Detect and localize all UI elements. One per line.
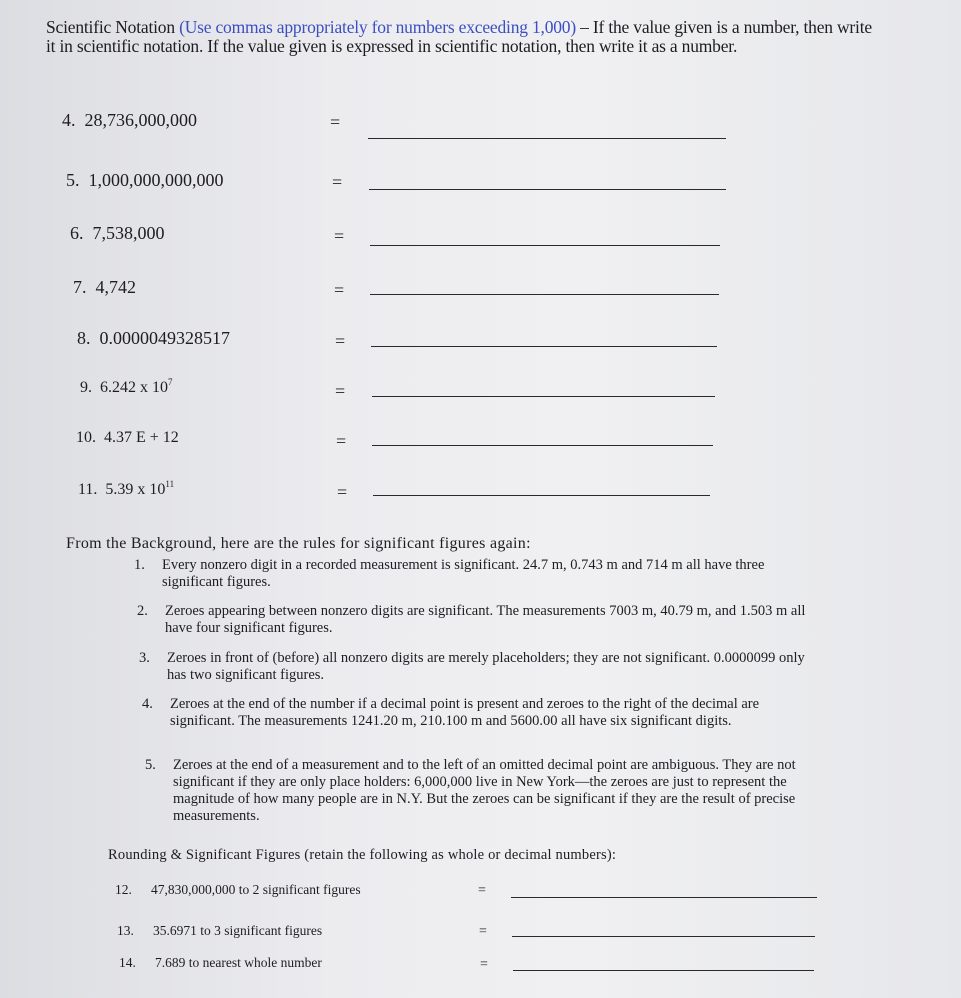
equals-sign: = [337,482,348,502]
rule-text: Zeroes at the end of a measurement and to the left of an omitted decimal point are ambiguous. They are not significant if they are only place holders: 6,000,000 live in New York—the zeroes are just to represent the magnitude of how many people are in N.Y. But the zeroes can be significant if they are the result of precise measurements. [173,757,796,824]
question-number: 7. [73,277,87,297]
rounding-title: Rounding & Significant Figures (retain the following as whole or decimal numbers): [108,847,617,863]
equals-sign: = [335,381,346,401]
equals-sign: = [334,280,345,300]
rule-2 [137,603,825,637]
rounding-question-14 [119,955,322,971]
background-title: From the Background, here are the rules for significant figures again: [66,535,531,552]
rounding-question-13 [117,923,322,939]
question-11 [78,479,174,499]
equals-sign: = [480,957,488,972]
equals-sign: = [336,431,347,451]
question-value: 4.37 E + 12 [104,429,179,446]
equals-sign: = [479,924,487,939]
question-exponent: 7 [168,377,173,387]
equals-sign: = [330,112,341,132]
question-exponent: 11 [165,479,175,489]
rule-5 [145,757,813,825]
rule-number: 2. [137,603,148,619]
question-8 [77,328,230,349]
rule-1 [134,557,822,591]
rounding-text: 7.689 to nearest whole number [155,955,322,970]
rule-4 [142,696,800,730]
rule-text: Zeroes in front of (before) all nonzero digits are merely placeholders; they are not significant. 0.0000099 only has two significant figures. [167,650,805,683]
question-number: 5. [66,170,80,190]
question-number: 8. [77,328,91,348]
answer-line-5[interactable] [369,189,726,190]
rule-number: 5. [145,757,156,773]
rounding-number: 12. [115,882,132,897]
question-number: 9. [80,379,92,396]
answer-line-14[interactable] [513,970,814,971]
question-4 [62,110,197,131]
instructions-highlight: (Use commas appropriately for numbers exceeding 1,000) [179,17,576,37]
equals-sign: = [335,331,346,351]
answer-line-6[interactable] [370,245,720,246]
answer-line-13[interactable] [512,936,815,937]
rule-number: 1. [134,557,145,573]
equals-sign: = [334,226,345,246]
rounding-question-12 [115,882,361,898]
question-value: 6.242 x 10 [100,379,168,396]
question-5 [66,170,224,191]
question-value: 4,742 [95,277,136,297]
question-number: 4. [62,110,76,130]
question-6 [70,223,165,244]
rule-text: Every nonzero digit in a recorded measurement is significant. 24.7 m, 0.743 m and 714 m all have three significant figures. [162,557,765,590]
question-value: 1,000,000,000,000 [88,170,224,190]
rule-number: 3. [139,650,150,666]
question-number: 10. [76,429,96,446]
rule-text: Zeroes appearing between nonzero digits are significant. The measurements 7003 m, 40.79 m, and 1.503 m all have four significant figures. [165,603,806,636]
question-10 [76,429,179,447]
question-value: 5.39 x 10 [105,481,166,498]
rounding-number: 13. [117,923,134,938]
question-9 [80,377,173,397]
answer-line-9[interactable] [372,396,715,397]
question-value: 28,736,000,000 [84,110,197,130]
question-number: 11. [78,481,98,498]
instructions-rest: – If the value given is a number, then write it in scientific notation. If the value given is expressed in scientific notation, then write it as a number. [46,17,872,56]
answer-line-7[interactable] [370,294,719,295]
equals-sign: = [478,883,486,898]
question-7 [73,277,136,298]
instructions [46,18,876,56]
answer-line-4[interactable] [368,138,726,139]
answer-line-12[interactable] [511,897,817,898]
question-value: 7,538,000 [92,223,165,243]
instructions-lead: Scientific Notation [46,17,180,37]
question-value: 0.0000049328517 [99,328,230,348]
rule-3 [139,650,827,684]
rule-number: 4. [142,696,153,712]
rounding-text: 35.6971 to 3 significant figures [153,923,323,938]
answer-line-10[interactable] [372,445,713,446]
answer-line-11[interactable] [373,495,710,496]
answer-line-8[interactable] [371,346,717,347]
equals-sign: = [332,172,343,192]
rounding-number: 14. [119,955,136,970]
question-number: 6. [70,223,84,243]
rule-text: Zeroes at the end of the number if a decimal point is present and zeroes to the right of the decimal are significant. The measurements 1241.20 m, 210.100 m and 5600.00 all have six significant digits. [170,696,760,729]
rounding-text: 47,830,000,000 to 2 significant figures [151,882,361,897]
